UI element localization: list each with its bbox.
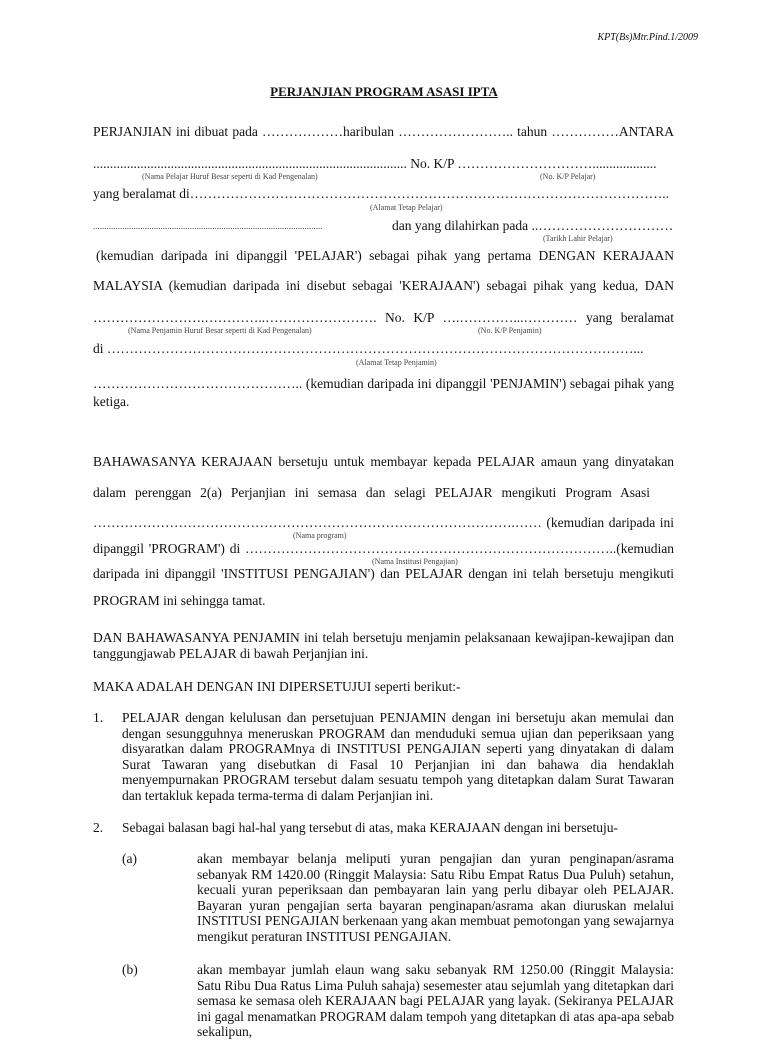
party-two-clause: MALAYSIA (kemudian daripada ini disebut sebagai 'KERAJAAN') sebagai pihak yang kedua, DAN bbox=[93, 278, 674, 293]
program-name-line: ………………………………………………………………………………….…… (kemudian daripada ini bbox=[93, 515, 674, 530]
clause-2a-number: (a) bbox=[122, 851, 137, 866]
caption-student-birthdate: (Tarikh Lahir Pelajar) bbox=[543, 234, 613, 243]
institution-name-line: dipanggil 'PROGRAM') di ………………………………………………………………………..(kemudian bbox=[93, 541, 674, 556]
student-address-continued-line: ...................................................................................................... bbox=[93, 221, 323, 231]
clause-1-text: PELAJAR dengan kelulusan dan persetujuan PENJAMIN dengan ini bersetuju akan memulai dan dengan sesungguhnya meneruskan PROGRAM dan menduduki semua ujian dan peperiksaan yang disyaratkan dalam PROGRAMnya di INSTITUSI PENGAJIAN seperti yang dinyatakan di dalam Surat Tawaran yang disebutkan di Fasal 10 Perjanjian ini dan bahawa dia hendaklah menyempurnakan PROGRAM tersebut dalam sesuatu tempoh yang ditetapkan dalam Surat Tawaran dan tertakluk kepada terma-terma di dalam Perjanjian ini. bbox=[122, 710, 674, 803]
guarantor-whereas-paragraph: DAN BAHAWASANYA PENJAMIN ini telah bersetuju menjamin pelaksanaan kewajipan-kewajipan dan tanggungjawab PELAJAR di bawah Perjanjian ini. bbox=[93, 630, 674, 661]
clause-1-number: 1. bbox=[93, 710, 104, 725]
student-birthdate-line: dan yang dilahirkan pada ..………………………… bbox=[392, 218, 674, 233]
party-three-clause: ……………………………………….. (kemudian daripada ini dipanggil 'PENJAMIN') sebagai pihak yang bbox=[93, 376, 674, 391]
caption-institution-name: (Nama Institusi Pengajian) bbox=[372, 557, 458, 566]
caption-program-name: (Nama program) bbox=[293, 531, 347, 540]
party-three-clause-end: ketiga. bbox=[93, 394, 130, 409]
whereas-line-1: BAHAWASANYA KERAJAAN bersetuju untuk membayar kepada PELAJAR amaun yang dinyatakan bbox=[93, 454, 674, 469]
caption-student-ic: (No. K/P Pelajar) bbox=[540, 172, 596, 181]
clause-2b-text: akan membayar jumlah elaun wang saku sebanyak RM 1250.00 (Ringgit Malaysia: Satu Ribu Dua Ratus Lima Puluh sahaja) sesemester atau sejumlah yang ditetapkan dari semasa ke semasa oleh KERAJAAN bagi PELAJAR yang layak. (Sekiranya PELAJAR ini gagal menamatkan PROGRAM dalam tempoh yang ditetapkan di atas apa-apa sebab sekalipun, bbox=[197, 962, 674, 1039]
clause-2-number: 2. bbox=[93, 820, 104, 835]
clause-2b-number: (b) bbox=[122, 962, 138, 977]
whereas-line-6: PROGRAM ini sehingga tamat. bbox=[93, 593, 266, 608]
document-reference: KPT(Bs)Mtr.Pind.1/2009 bbox=[597, 32, 698, 43]
caption-student-name: (Nama Pelajar Huruf Besar seperti di Kad Pengenalan) bbox=[142, 172, 318, 181]
student-address-line: yang beralamat di…………………………………………………………………………………………….. bbox=[93, 186, 669, 201]
document-title: PERJANJIAN PROGRAM ASASI IPTA bbox=[270, 84, 498, 99]
guarantor-address-line: di ………………………………………………………………………………………………………... bbox=[93, 341, 644, 356]
agreement-date-line: PERJANJIAN ini dibuat pada ………………haribulan …………………….. tahun ……………ANTARA bbox=[93, 124, 674, 139]
guarantor-name-line: …………………….…………..……………………. No. K/P ….…………...………… yang beralamat bbox=[93, 310, 674, 325]
agreed-heading: MAKA ADALAH DENGAN INI DIPERSETUJUI seperti berikut:- bbox=[93, 679, 461, 694]
whereas-line-5: daripada ini dipanggil 'INSTITUSI PENGAJIAN') dan PELAJAR dengan ini telah bersetuju mengikuti bbox=[93, 566, 674, 581]
caption-guarantor-address: (Alamat Tetap Penjamin) bbox=[356, 358, 437, 367]
caption-guarantor-name: (Nama Penjamin Huruf Besar seperti di Kad Pengenalan) bbox=[128, 326, 312, 335]
caption-guarantor-ic: (No. K/P Penjamin) bbox=[478, 326, 542, 335]
student-name-line: ............................................................................................. No. K/P …………………………................... bbox=[93, 156, 657, 171]
clause-2a-text: akan membayar belanja meliputi yuran pengajian dan yuran penginapan/asrama sebanyak RM 1420.00 (Ringgit Malaysia: Satu Ribu Empat Ratus Dua Puluh) setahun, kecuali yuran peperiksaan dan pembayaran lain yang perlu dibayar oleh PELAJAR. Bayaran yuran pengajian serta bayaran penginapan/asrama akan diuruskan melalui INSTITUSI PENGAJIAN berkenaan yang akan membuat pemotongan yang sewajarnya mengikut peraturan INSTITUSI PENGAJIAN. bbox=[197, 851, 674, 944]
clause-2-text: Sebagai balasan bagi hal-hal yang tersebut di atas, maka KERAJAAN dengan ini bersetuju- bbox=[122, 820, 618, 835]
whereas-line-2: dalam perenggan 2(a) Perjanjian ini semasa dan selagi PELAJAR mengikuti Program Asasi bbox=[93, 485, 650, 500]
caption-student-address: (Alamat Tetap Pelajar) bbox=[370, 203, 443, 212]
party-one-clause: (kemudian daripada ini dipanggil 'PELAJAR') sebagai pihak yang pertama DENGAN KERAJAAN bbox=[96, 248, 674, 263]
